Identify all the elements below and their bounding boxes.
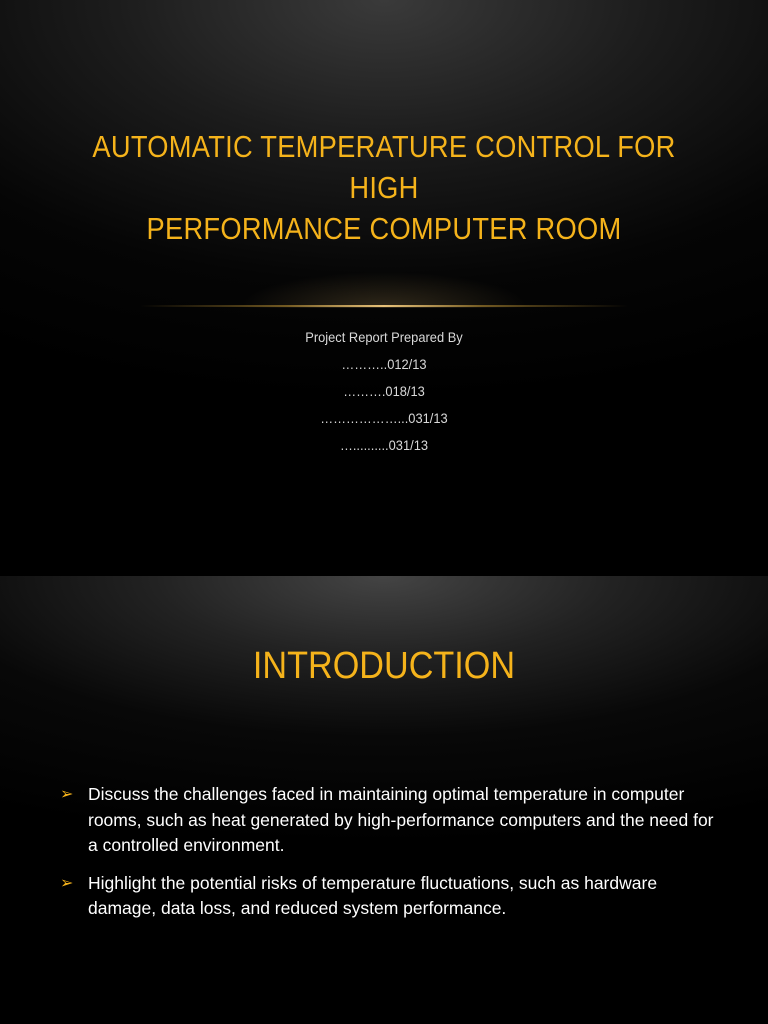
list-item [60, 782, 720, 859]
arrow-bullet-icon: ➢ [60, 874, 74, 892]
subtitle-line-author-3: ………………...031/13 [320, 410, 448, 426]
subtitle-line-prepared-by: Project Report Prepared By [305, 329, 463, 345]
bullet-text: Discuss the challenges faced in maintaining optimal temperature in computer rooms, such as heat generated by high-performance computers and the need for a controlled environment. [88, 784, 714, 855]
bullet-text: Highlight the potential risks of temperature fluctuations, such as hardware damage, data loss, and reduced system performance. [88, 872, 658, 918]
introduction-heading: INTRODUCTION [252, 645, 516, 687]
list-item [60, 871, 720, 922]
introduction-slide [0, 576, 768, 1024]
subtitle-line-author-1: ………..012/13 [341, 356, 427, 372]
divider-glow [240, 272, 528, 308]
slide-subtitle [184, 327, 584, 462]
bullet-list [60, 782, 720, 934]
subtitle-line-author-2: ……….018/13 [343, 383, 425, 399]
slide-title [81, 126, 686, 249]
slide-title-line-1: AUTOMATIC TEMPERATURE CONTROL FOR [92, 129, 676, 164]
slide-title-line-2: HIGH [349, 170, 419, 205]
arrow-bullet-icon: ➢ [60, 786, 74, 803]
slide-title-line-3: PERFORMANCE COMPUTER ROOM [146, 211, 622, 246]
title-divider [140, 305, 628, 307]
subtitle-line-author-4: …..........031/13 [339, 437, 429, 453]
